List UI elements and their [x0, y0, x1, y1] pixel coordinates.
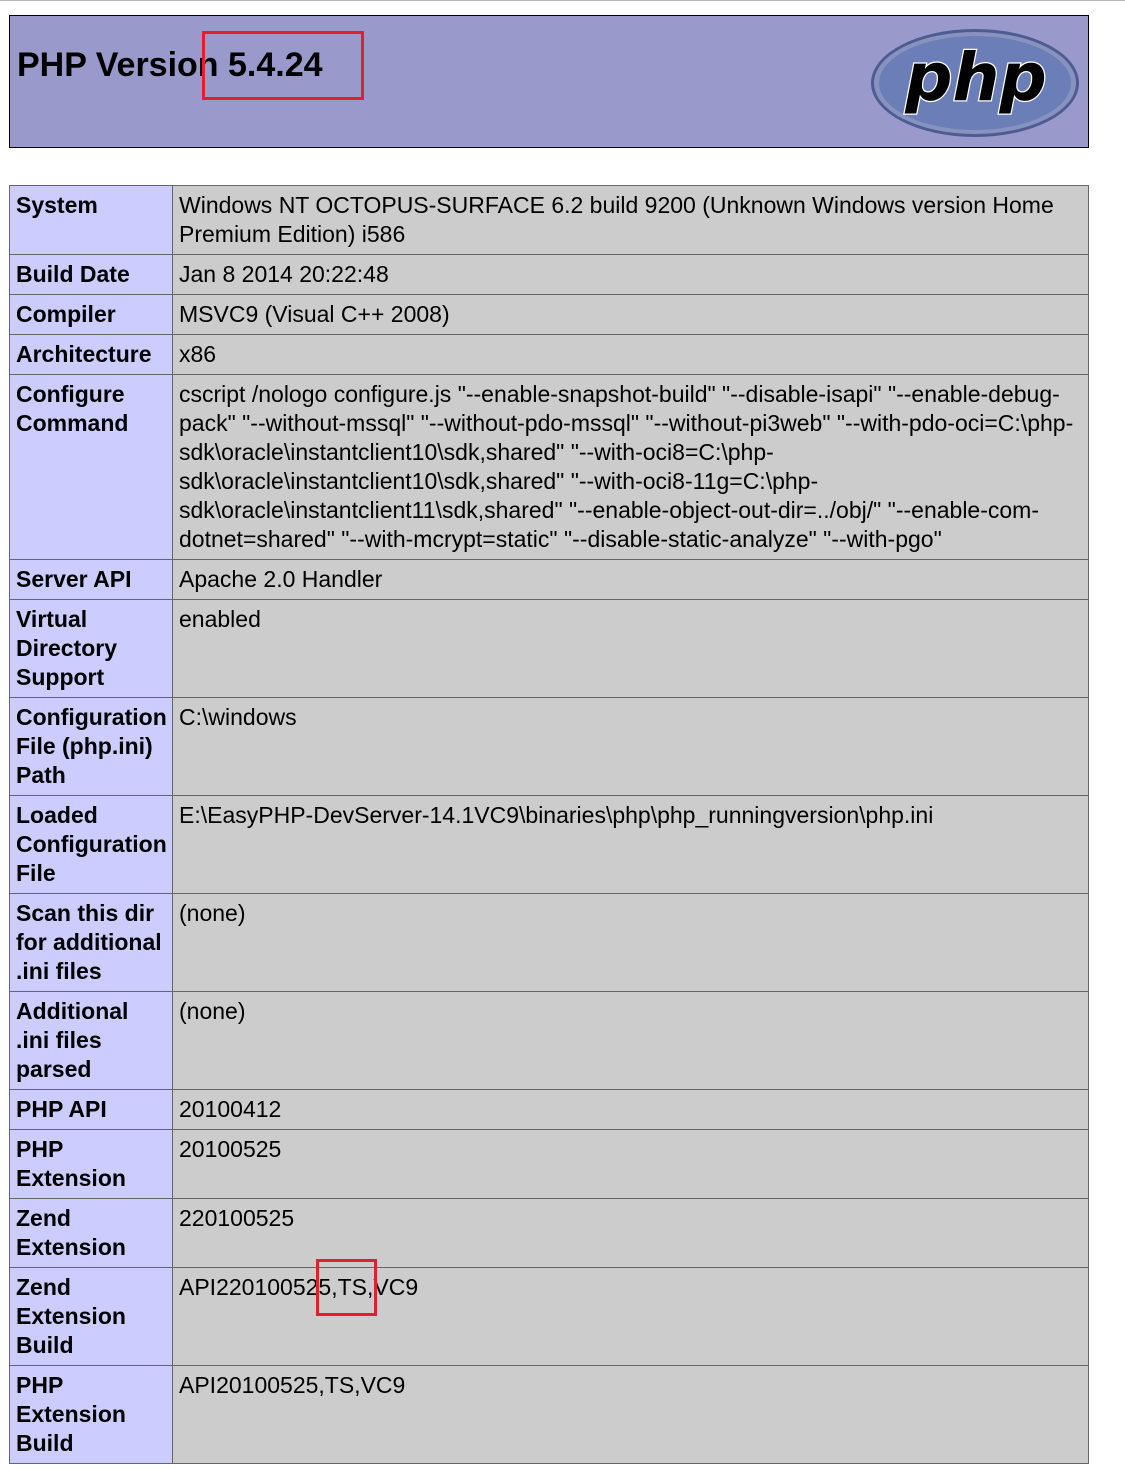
table-row — [10, 186, 1089, 255]
row-label: Configure Command — [10, 375, 173, 560]
row-value: Jan 8 2014 20:22:48 — [173, 255, 1089, 295]
table-row — [10, 1130, 1089, 1199]
row-value: 20100525 — [173, 1130, 1089, 1199]
row-label: System — [10, 186, 173, 255]
php-info-table — [9, 185, 1089, 1464]
table-row — [10, 1090, 1089, 1130]
row-label: Compiler — [10, 295, 173, 335]
row-value: API220100525,TS,VC9 — [173, 1268, 1089, 1366]
php-logo-text: php — [905, 39, 1047, 116]
row-value: x86 — [173, 335, 1089, 375]
php-version-header — [9, 15, 1089, 148]
table-row — [10, 698, 1089, 796]
table-row — [10, 600, 1089, 698]
row-value: Apache 2.0 Handler — [173, 560, 1089, 600]
row-value: API20100525,TS,VC9 — [173, 1366, 1089, 1464]
row-label: Scan this dir for additional .ini files — [10, 894, 173, 992]
row-label: Virtual Directory Support — [10, 600, 173, 698]
table-row — [10, 375, 1089, 560]
row-value: E:\EasyPHP-DevServer-14.1VC9\binaries\php\php_runningversion\php.ini — [173, 796, 1089, 894]
row-value: C:\windows — [173, 698, 1089, 796]
page-title: PHP Version 5.4.24 — [17, 46, 323, 84]
row-value: (none) — [173, 894, 1089, 992]
row-label: Server API — [10, 560, 173, 600]
table-row — [10, 255, 1089, 295]
table-row — [10, 1366, 1089, 1464]
table-row — [10, 560, 1089, 600]
row-label: Additional .ini files parsed — [10, 992, 173, 1090]
table-row — [10, 992, 1089, 1090]
row-value: 20100412 — [173, 1090, 1089, 1130]
row-value: (none) — [173, 992, 1089, 1090]
row-value: 220100525 — [173, 1199, 1089, 1268]
row-label: Zend Extension — [10, 1199, 173, 1268]
row-label: PHP API — [10, 1090, 173, 1130]
top-divider — [0, 0, 1125, 1]
table-row — [10, 1199, 1089, 1268]
table-row — [10, 295, 1089, 335]
row-value: MSVC9 (Visual C++ 2008) — [173, 295, 1089, 335]
table-row — [10, 894, 1089, 992]
row-label: PHP Extension — [10, 1130, 173, 1199]
row-label: Architecture — [10, 335, 173, 375]
row-label: PHP Extension Build — [10, 1366, 173, 1464]
row-label: Zend Extension Build — [10, 1268, 173, 1366]
row-value: cscript /nologo configure.js "--enable-snapshot-build" "--disable-isapi" "--enable-debug-pack" "--without-mssql" "--without-pdo-mssql" "--without-pi3web" "--with-pdo-oci=C:\php-sdk\oracle\instantclient10\sdk,shared" "--with-oci8=C:\php-sdk\oracle\instantclient10\sdk,shared" "--with-oci8-11g=C:\php-sdk\oracle\instantclient11\sdk,shared" "--enable-object-out-dir=../obj/" "--enable-com-dotnet=shared" "--with-mcrypt=static" "--disable-static-analyze" "--with-pgo" — [173, 375, 1089, 560]
row-label: Configuration File (php.ini) Path — [10, 698, 173, 796]
row-label: Build Date — [10, 255, 173, 295]
php-logo-icon — [868, 26, 1082, 140]
table-row — [10, 1268, 1089, 1366]
row-value: Windows NT OCTOPUS-SURFACE 6.2 build 9200 (Unknown Windows version Home Premium Edition) i586 — [173, 186, 1089, 255]
row-label: Loaded Configuration File — [10, 796, 173, 894]
table-row — [10, 796, 1089, 894]
row-value: enabled — [173, 600, 1089, 698]
table-row — [10, 335, 1089, 375]
